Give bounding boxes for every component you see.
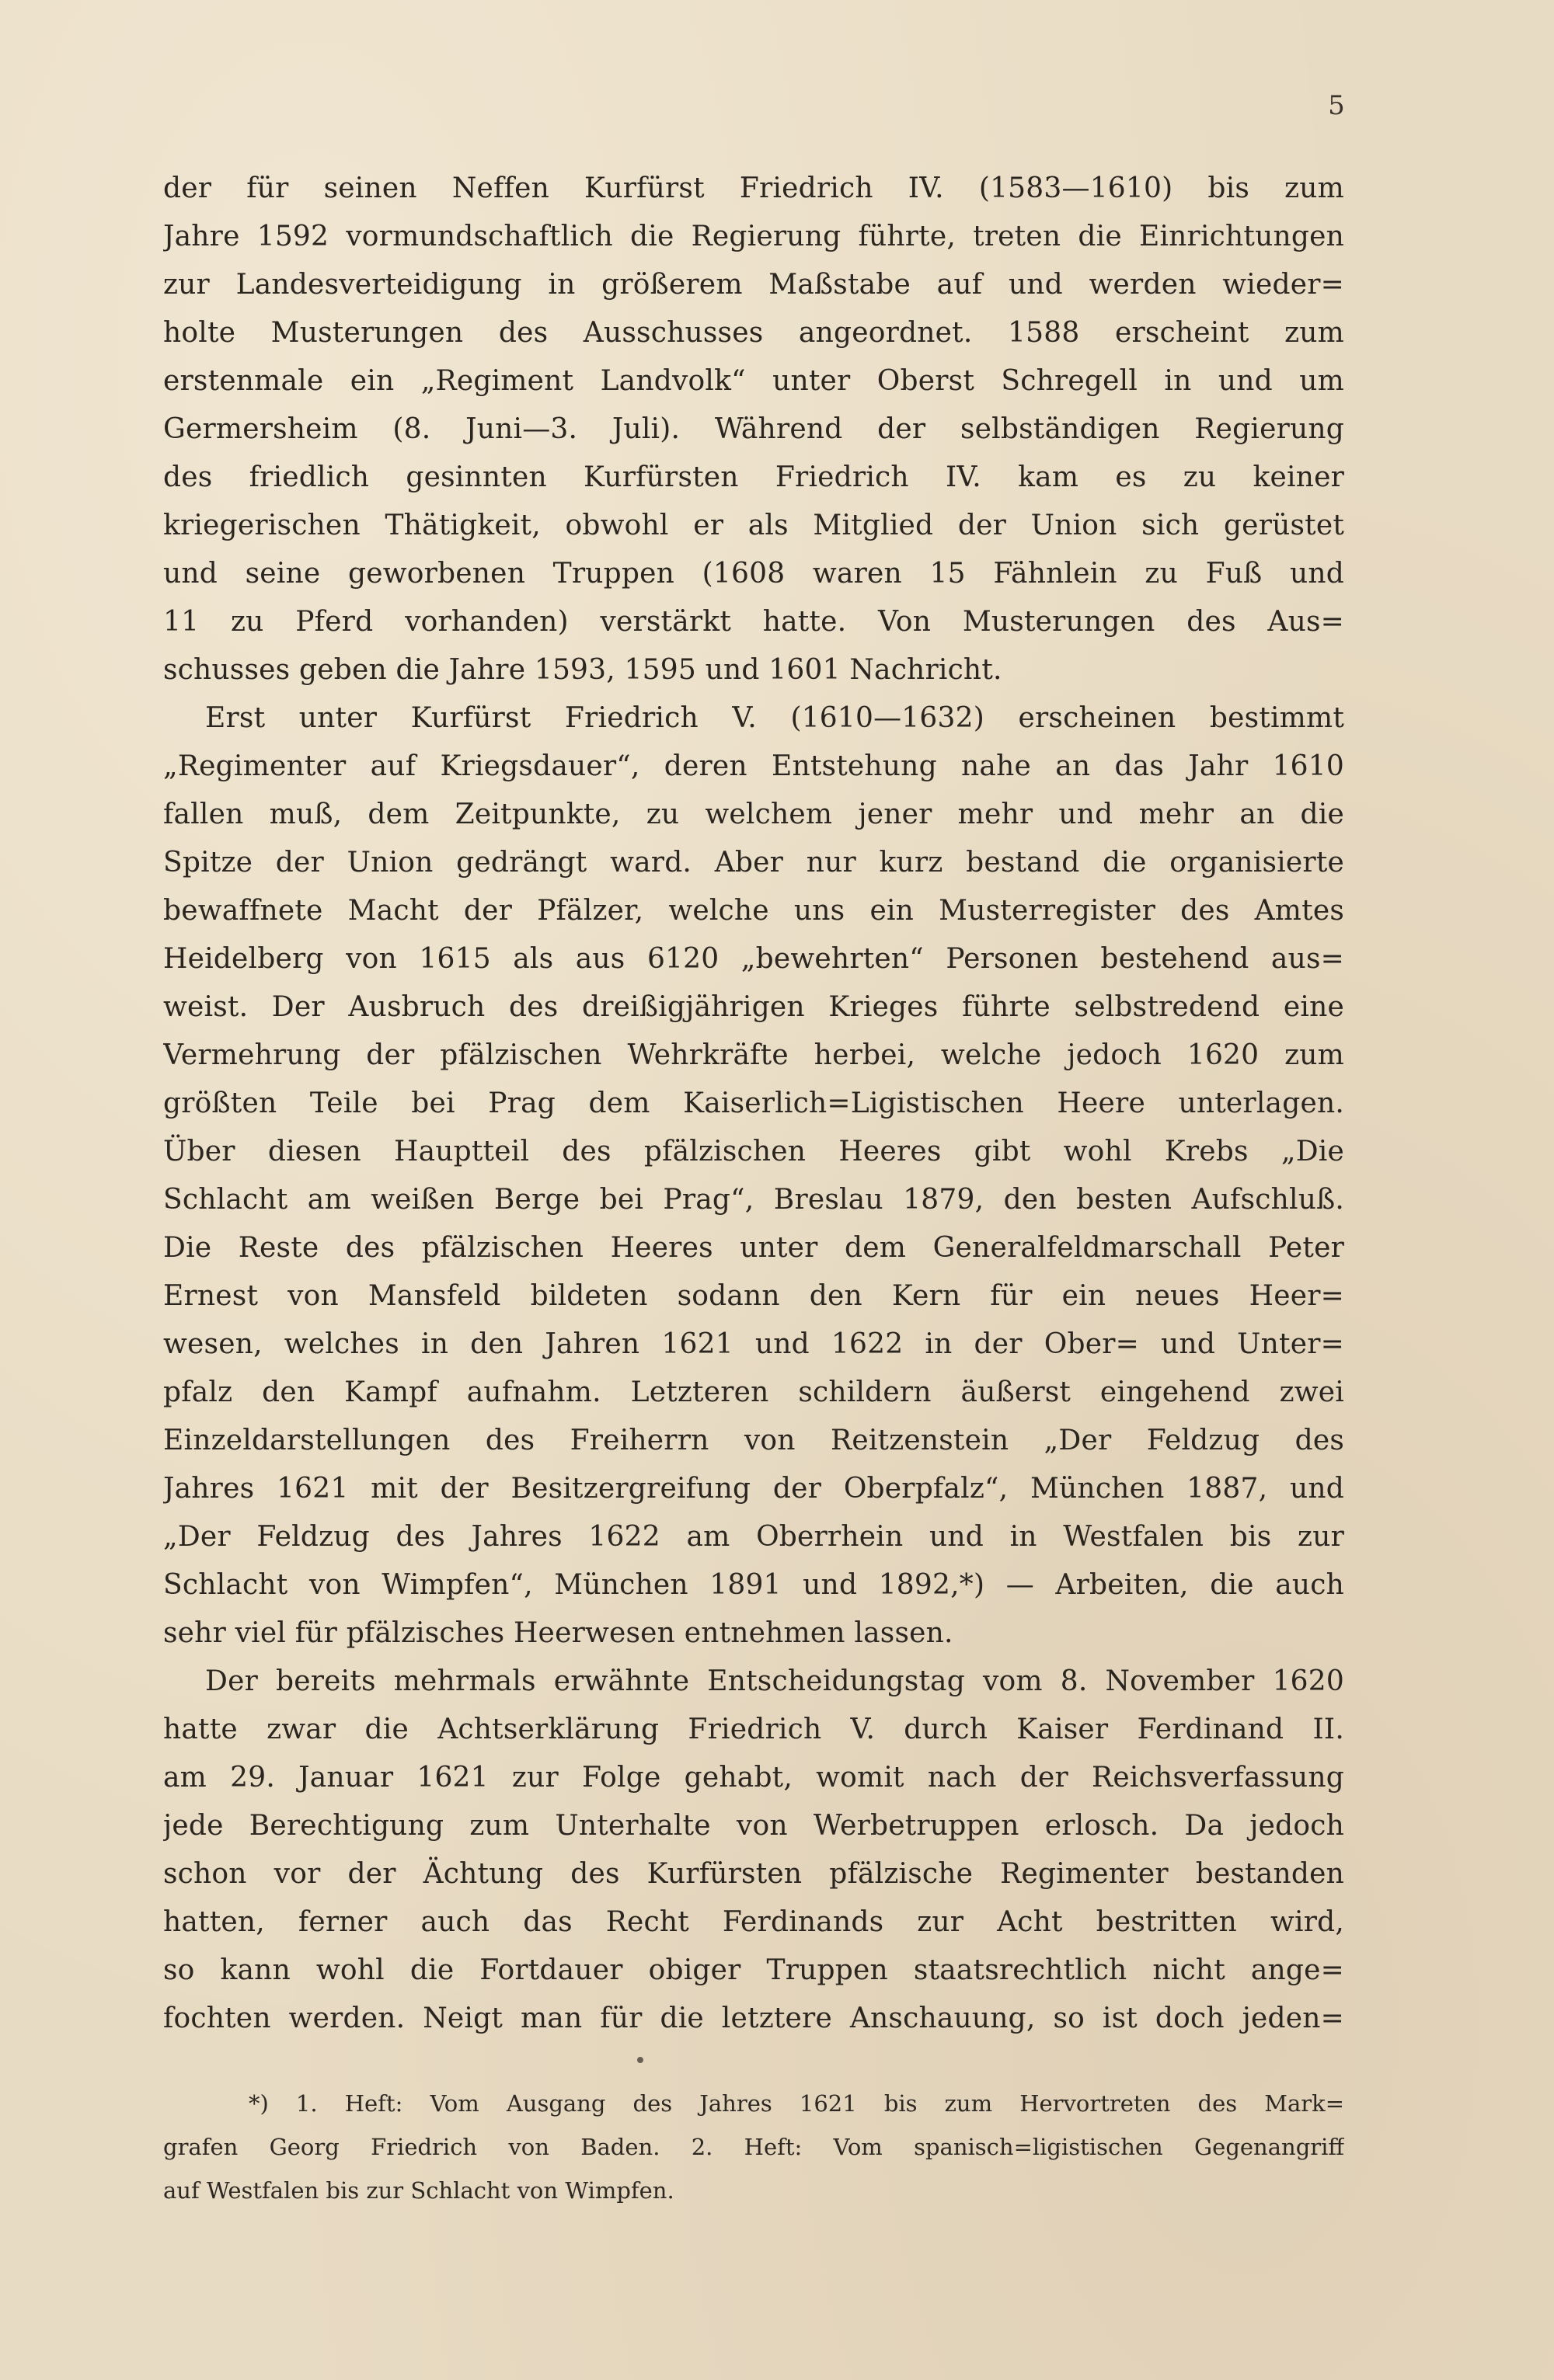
text-line: Jahres 1621 mit der Besitzergreifung der Oberpfalz“, München 1887, und <box>163 1473 1344 1505</box>
text-line: des friedlich gesinnten Kurfürsten Friedrich IV. kam es zu keiner <box>163 461 1344 493</box>
page-number: 5 <box>1328 90 1345 121</box>
footnote-line: grafen Georg Friedrich von Baden. 2. Heft: Vom spanisch=ligistischen Gegenangriff <box>163 2134 1344 2160</box>
text-line: Germersheim (8. Juni—3. Juli). Während der selbständigen Regierung <box>163 413 1344 445</box>
text-line: Vermehrung der pfälzischen Wehrkräfte herbei, welche jedoch 1620 zum <box>163 1039 1344 1071</box>
text-line: wesen, welches in den Jahren 1621 und 1622 in der Ober= und Unter= <box>163 1328 1344 1360</box>
text-line: hatte zwar die Achtserklärung Friedrich V. durch Kaiser Ferdinand II. <box>163 1714 1344 1745</box>
text-line: der für seinen Neffen Kurfürst Friedrich IV. (1583—1610) bis zum <box>163 172 1344 204</box>
text-line: so kann wohl die Fortdauer obiger Truppen staatsrechtlich nicht ange= <box>163 1954 1344 1986</box>
paragraph-2 <box>163 694 1344 1658</box>
text-line: Erst unter Kurfürst Friedrich V. (1610—1632) erscheinen bestimmt <box>205 702 1344 734</box>
text-line: größten Teile bei Prag dem Kaiserlich=Ligistischen Heere unterlagen. <box>163 1087 1344 1119</box>
text-line: sehr viel für pfälzisches Heerwesen entnehmen lassen. <box>163 1617 953 1649</box>
text-line: Jahre 1592 vormundschaftlich die Regierung führte, treten die Einrichtungen <box>163 221 1344 252</box>
text-line: zur Landesverteidigung in größerem Maßstabe auf und werden wieder= <box>163 269 1344 301</box>
text-line: am 29. Januar 1621 zur Folge gehabt, womit nach der Reichsverfassung <box>163 1762 1344 1794</box>
text-line: Ernest von Mansfeld bildeten sodann den Kern für ein neues Heer= <box>163 1280 1344 1312</box>
text-line: jede Berechtigung zum Unterhalte von Werbetruppen erlosch. Da jedoch <box>163 1810 1344 1842</box>
text-line: Der bereits mehrmals erwähnte Entscheidungstag vom 8. November 1620 <box>205 1665 1344 1697</box>
footnote-line: *) 1. Heft: Vom Ausgang des Jahres 1621 bis zum Hervortreten des Mark= <box>249 2090 1344 2117</box>
paragraph-1 <box>163 165 1344 694</box>
text-line: fallen muß, dem Zeitpunkte, zu welchem jener mehr und mehr an die <box>163 799 1344 830</box>
text-line: Die Reste des pfälzischen Heeres unter dem Generalfeldmarschall Peter <box>163 1232 1344 1264</box>
text-line: schon vor der Ächtung des Kurfürsten pfälzische Regimenter bestanden <box>163 1858 1344 1890</box>
paragraph-3 <box>163 1658 1344 2043</box>
text-line: Schlacht am weißen Berge bei Prag“, Breslau 1879, den besten Aufschluß. <box>163 1184 1344 1216</box>
text-line: Einzeldarstellungen des Freiherrn von Reitzenstein „Der Feldzug des <box>163 1425 1344 1456</box>
main-text <box>163 165 1344 2043</box>
footnote-separator <box>637 2057 643 2063</box>
text-line: fochten werden. Neigt man für die letztere Anschauung, so ist doch jeden= <box>163 2002 1344 2034</box>
text-line: kriegerischen Thätigkeit, obwohl er als Mitglied der Union sich gerüstet <box>163 510 1344 541</box>
text-line: „Der Feldzug des Jahres 1622 am Oberrhein und in Westfalen bis zur <box>163 1521 1344 1553</box>
text-line: holte Musterungen des Ausschusses angeordnet. 1588 erscheint zum <box>163 317 1344 349</box>
text-line: erstenmale ein „Regiment Landvolk“ unter Oberst Schregell in und um <box>163 365 1344 397</box>
text-line: Heidelberg von 1615 als aus 6120 „bewehrten“ Personen bestehend aus= <box>163 943 1344 975</box>
text-line: bewaffnete Macht der Pfälzer, welche uns ein Musterregister des Amtes <box>163 895 1344 927</box>
text-line: schusses geben die Jahre 1593, 1595 und 1601 Nachricht. <box>163 654 1002 686</box>
text-line: Über diesen Hauptteil des pfälzischen Heeres gibt wohl Krebs „Die <box>163 1136 1344 1167</box>
footnote-line: auf Westfalen bis zur Schlacht von Wimpfen. <box>163 2177 674 2204</box>
text-line: „Regimenter auf Kriegsdauer“, deren Entstehung nahe an das Jahr 1610 <box>163 750 1344 782</box>
text-line: und seine geworbenen Truppen (1608 waren 15 Fähnlein zu Fuß und <box>163 558 1344 590</box>
footnote <box>163 2082 1344 2212</box>
text-line: hatten, ferner auch das Recht Ferdinands zur Acht bestritten wird, <box>163 1906 1344 1938</box>
text-line: 11 zu Pferd vorhanden) verstärkt hatte. Von Musterungen des Aus= <box>163 606 1344 638</box>
text-line: weist. Der Ausbruch des dreißigjährigen Krieges führte selbstredend eine <box>163 991 1344 1023</box>
text-line: pfalz den Kampf aufnahm. Letzteren schildern äußerst eingehend zwei <box>163 1376 1344 1408</box>
text-line: Schlacht von Wimpfen“, München 1891 und 1892,*) — Arbeiten, die auch <box>163 1569 1344 1601</box>
text-line: Spitze der Union gedrängt ward. Aber nur kurz bestand die organisierte <box>163 847 1344 879</box>
